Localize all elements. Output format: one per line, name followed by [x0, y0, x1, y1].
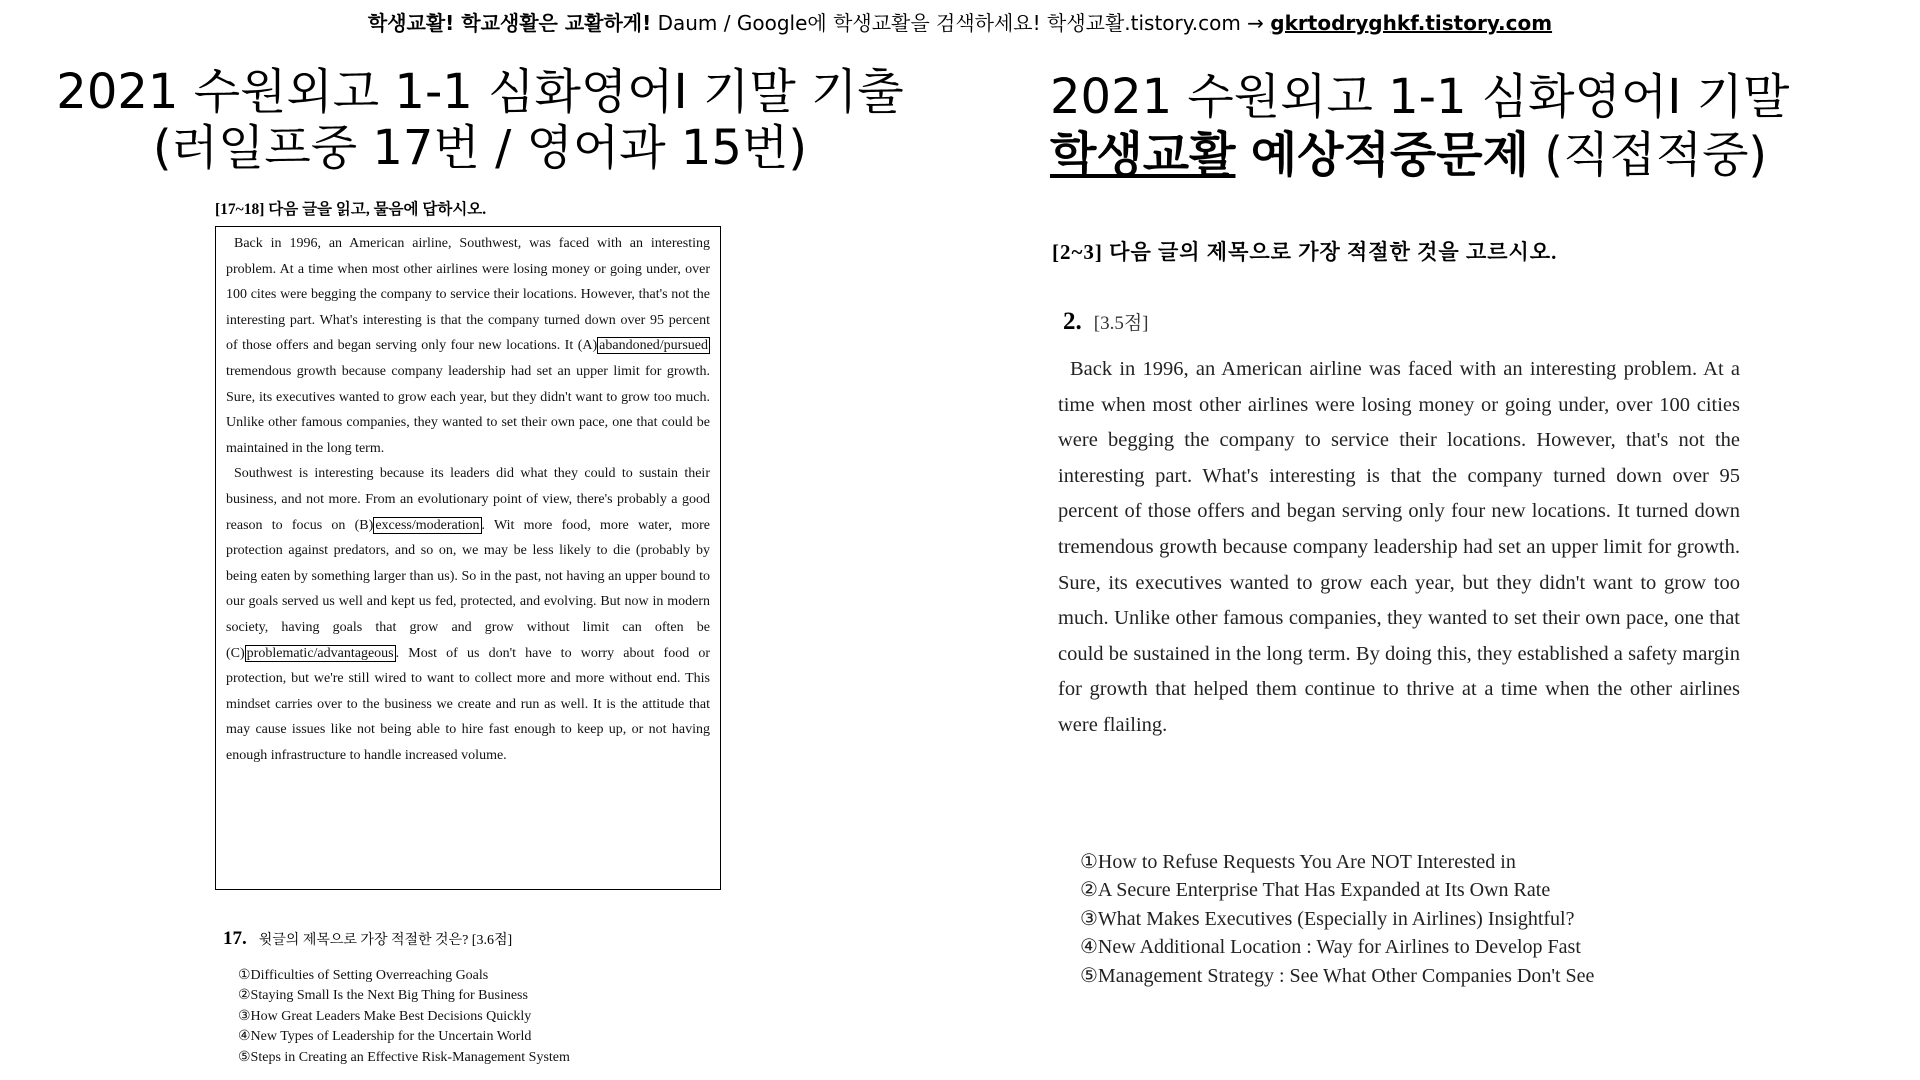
left-options [238, 966, 570, 1068]
option-box-b: excess/moderation [375, 517, 480, 533]
banner-link[interactable]: gkrtodryghkf.tistory.com [1270, 11, 1553, 35]
para2-text-a: Southwest is interesting because its leaders did what they could to sustain their business, and not more. From an evolutionary point of view, there's probably a good reason to focus on (B) [226, 466, 710, 533]
para1-text-a: Back in 1996, an American airline, Southwest, was faced with an interesting problem. At a time when most other airlines were losing money or going under, over 100 cites were begging the company to service their locations. However, that's not the interesting part. What's interesting is that the company turned down over 95 percent of those offers and began serving only four new locations. It (A) [226, 236, 710, 354]
left-paragraph-2 [226, 461, 710, 768]
para1-text-b: tremendous growth because company leadership had set an upper limit for growth. Sure, its executives wanted to grow each year, but they didn't want to grow too much. Unlike other famous companies, they wanted to set their own pace, one that could be maintained in the long term. [226, 363, 710, 456]
left-option: ②Staying Small Is the Next Big Thing for Business [238, 988, 528, 1004]
right-title [1050, 68, 1810, 184]
right-title-line1: 2021 수원외고 1-1 심화영어I 기말 [1050, 69, 1790, 125]
right-title-underlined: 학생교활 [1050, 127, 1236, 183]
banner-slogan: 학생교활! 학교생활은 교활하게! [367, 11, 652, 35]
right-option: ④New Additional Location : Way for Airlines to Develop Fast [1080, 936, 1581, 959]
right-instruction: [2~3] 다음 글의 제목으로 가장 적절한 것을 고르시오. [1052, 240, 1558, 264]
left-option: ⑤Steps in Creating an Effective Risk-Management System [238, 1049, 570, 1065]
right-paragraph: Back in 1996, an American airline was faced with an interesting problem. At a time when most other airlines were losing money or going under, over 100 cities were begging the company to service their locations. However, that's not the interesting part. What's interesting is that the company turned down over 95 percent of those offers and began serving only four new locations. It turned down tremendous growth because company leadership had set an upper limit for growth. Sure, its executives wanted to grow each year, but they didn't want to grow too much. Unlike other famous companies, they wanted to set their own pace, one that could be sustained in the long term. By doing this, they established a safety margin for growth that helped them continue to thrive at a time when the other airlines were flailing. [1058, 358, 1740, 736]
right-option: ⑤Management Strategy : See What Other Companies Don't See [1080, 964, 1595, 987]
left-title [0, 64, 960, 176]
left-passage-box [215, 226, 721, 890]
left-option: ①Difficulties of Setting Overreaching Goals [238, 968, 489, 983]
right-option: ①How to Refuse Requests You Are NOT Interested in [1080, 851, 1516, 873]
left-title-line2: (러일프중 17번 / 영어과 15번) [152, 120, 808, 176]
left-option: ④New Types of Leadership for the Uncertain World [238, 1029, 532, 1045]
right-options [1080, 848, 1594, 990]
question-17-text: 윗글의 제목으로 가장 적절한 것은? [3.6점] [258, 933, 513, 948]
question-2 [1063, 308, 1149, 336]
left-option: ③How Great Leaders Make Best Decisions Quickly [238, 1008, 532, 1024]
right-title-line2 [1050, 126, 1810, 184]
left-instruction: [17~18] 다음 글을 읽고, 물음에 답하시오. [215, 201, 487, 218]
banner-text: Daum / Google에 학생교활을 검색하세요! 학생교활.tistory.com → [651, 11, 1271, 35]
para2-text-c: . Most of us don't have to worry about food or protection, but we're still wired to want to collect more and more without end. This mindset carries over to the business we create and run as well. It is the attitude that may cause issues like not being able to hire fast enough to keep up, or not having enough infrastructure to handle increased volume. [226, 645, 710, 763]
right-option: ②A Secure Enterprise That Has Expanded at Its Own Rate [1080, 879, 1551, 902]
right-title-tail: (직접적중) [1544, 127, 1768, 183]
option-box-c: problematic/advantageous [246, 645, 394, 661]
question-2-points: [3.5점] [1093, 313, 1149, 334]
right-passage [1058, 352, 1740, 744]
right-title-bold: 예상적중문제 [1250, 127, 1529, 183]
option-box-a: abandoned/pursued [599, 338, 708, 354]
question-17 [223, 928, 512, 950]
question-2-number: 2. [1063, 308, 1082, 335]
para2-text-b: . Wit more food, more water, more protection against predators, and so on, we may be less likely to die (probably by being eaten by something larger than us). So in the past, not having an upper bound to our goals served us well and kept us fed, protected, and evolving. But now in modern society, having goals that grow and grow without limit can often be (C) [226, 517, 710, 661]
right-option: ③What Makes Executives (Especially in Airlines) Insightful? [1080, 907, 1575, 930]
top-banner [0, 8, 1920, 38]
left-paragraph-1 [226, 231, 710, 461]
left-title-line1: 2021 수원외고 1-1 심화영어I 기말 기출 [56, 64, 904, 120]
question-17-number: 17. [223, 928, 247, 949]
